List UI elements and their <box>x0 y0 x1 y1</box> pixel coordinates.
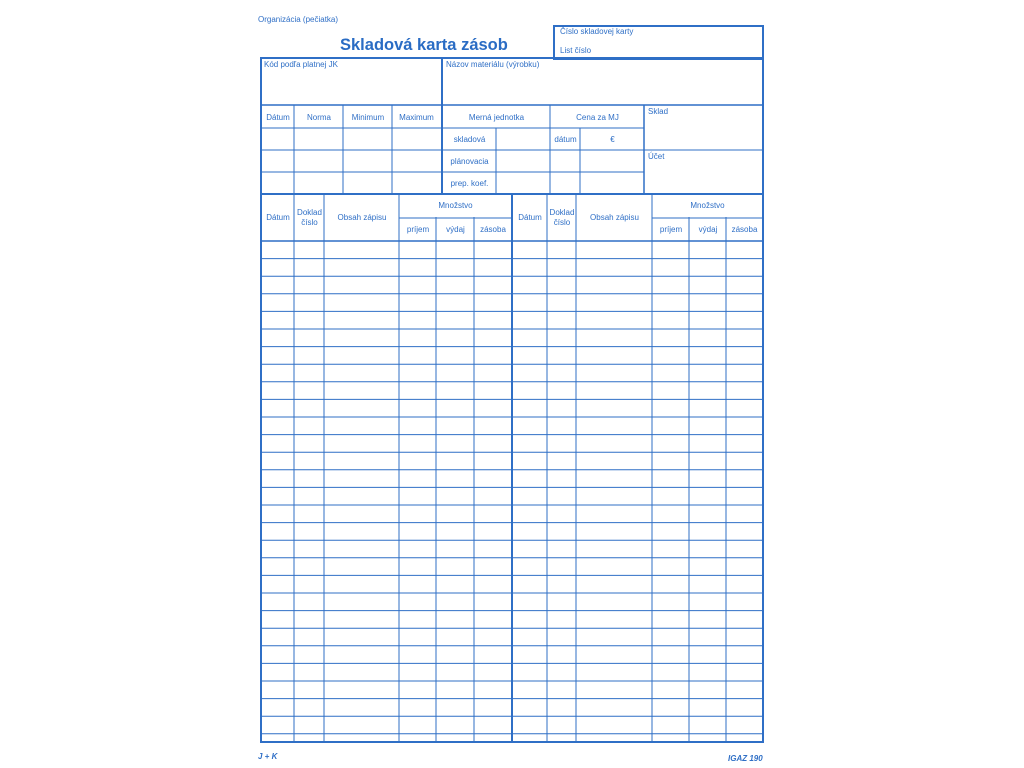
card-number-label: Číslo skladovej karty <box>560 27 634 36</box>
ledger-right-stock-header: zásoba <box>731 225 758 234</box>
ledger-left-document-header: Doklad <box>297 208 322 217</box>
limits-header-date: Dátum <box>266 113 290 122</box>
footer-left: J + K <box>258 752 278 761</box>
ledger-right-entry-header: Obsah zápisu <box>590 213 639 222</box>
ledger-left-receipt-header: príjem <box>406 225 430 234</box>
price-label: Cena za MJ <box>576 113 619 122</box>
ledger-left-entry-header: Obsah zápisu <box>337 213 387 222</box>
ledger-right-document-header-2: číslo <box>553 218 571 227</box>
ledger-right-quantity-header: Množstvo <box>690 201 725 210</box>
footer-right: IGAZ 190 <box>728 754 763 763</box>
ledger-right-issue-header: výdaj <box>698 225 718 234</box>
price-euro-label: € <box>610 135 615 144</box>
ledger-right-date-header: Dátum <box>518 213 542 222</box>
account-label: Účet <box>648 152 665 161</box>
page-title: Skladová karta zásob <box>340 36 508 54</box>
ledger-left-date-header: Dátum <box>266 213 290 222</box>
price-date-label: dátum <box>554 135 577 144</box>
limits-header-norm: Norma <box>306 113 331 122</box>
warehouse-label: Sklad <box>648 107 669 116</box>
ledger-right-receipt-header: príjem <box>659 225 683 234</box>
sheet-number-label: List číslo <box>560 46 592 55</box>
code-label: Kód podľa platnej JK <box>264 60 338 69</box>
ledger-left-issue-header: výdaj <box>446 225 465 234</box>
organization-label: Organizácia (pečiatka) <box>258 15 339 24</box>
unit-row-warehouse: skladová <box>453 135 486 144</box>
limits-header-maximum: Maximum <box>399 113 434 122</box>
unit-row-coefficient: prep. koef. <box>450 179 489 188</box>
ledger-left-quantity-header: Množstvo <box>438 201 473 210</box>
ledger-right-document-header: Doklad <box>549 208 575 217</box>
unit-row-planning: plánovacia <box>450 157 489 166</box>
limits-header-minimum: Minimum <box>351 113 385 122</box>
unit-label: Merná jednotka <box>468 113 525 122</box>
ledger-left-stock-header: zásoba <box>480 225 506 234</box>
ledger-left-document-header-2: číslo <box>301 218 318 227</box>
material-name-label: Názov materiálu (výrobku) <box>446 60 540 69</box>
